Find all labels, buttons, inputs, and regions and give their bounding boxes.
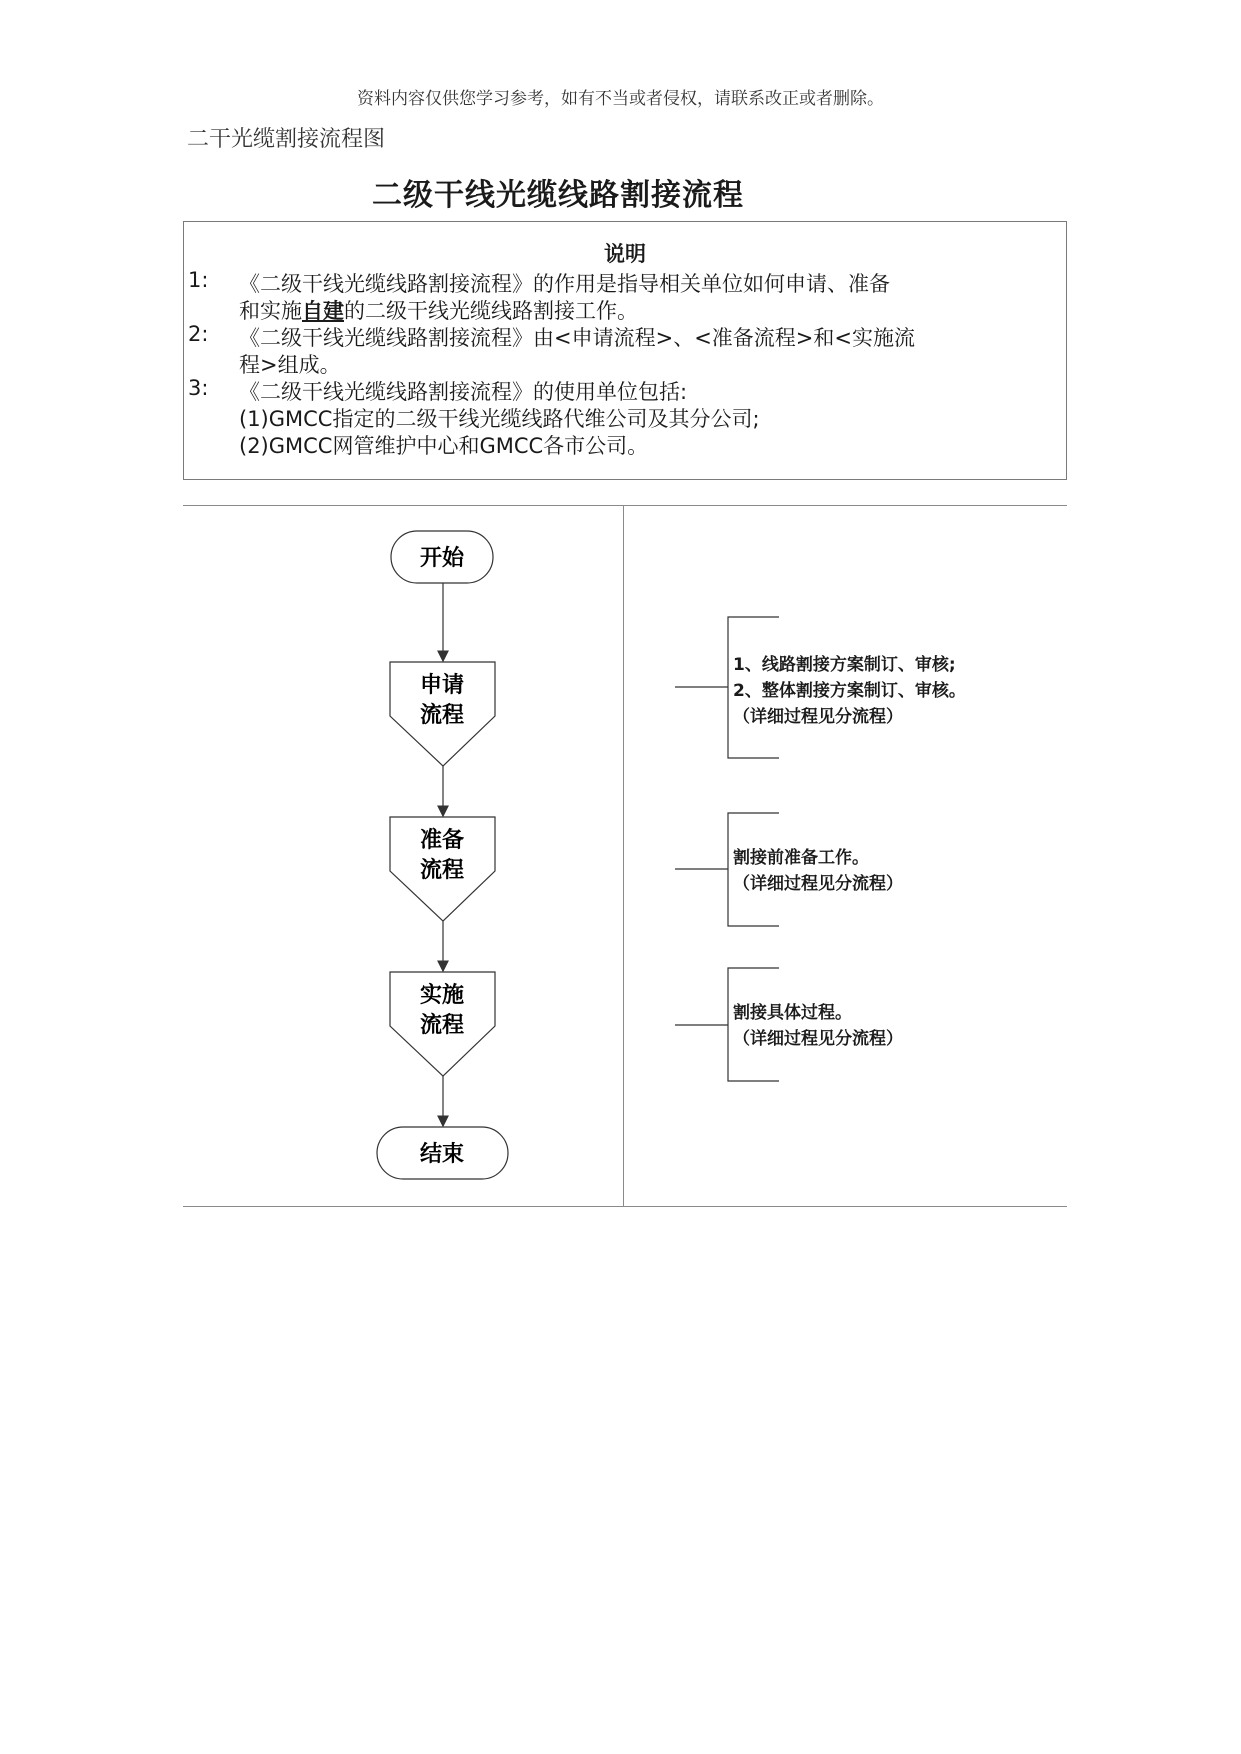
note-3-line-2: (1)GMCC指定的二级干线光缆线路代维公司及其分公司;: [239, 407, 760, 431]
note-1-underlined: 自建: [302, 299, 344, 323]
note-1-line-2-post: 的二级干线光缆线路割接工作。: [344, 299, 638, 323]
implement-desc-2: （详细过程见分流程）: [733, 1029, 903, 1049]
note-3-number: 3:: [188, 376, 209, 400]
disclaimer: 资料内容仅供您学习参考，如有不当或者侵权，请联系改正或者删除。: [357, 89, 884, 109]
apply-desc-1: 1、线路割接方案制订、审核;: [733, 655, 956, 675]
note-3-line-3: (2)GMCC网管维护中心和GMCC各市公司。: [239, 434, 649, 458]
prepare-label-1: 准备: [419, 828, 465, 853]
note-1-number: 1:: [188, 268, 209, 292]
apply-label-1: 申请: [419, 673, 465, 698]
flow-title: 二级干线光缆线路割接流程: [372, 178, 744, 213]
start-label: 开始: [419, 546, 465, 571]
document-title: 二干光缆割接流程图: [187, 127, 386, 152]
prepare-desc-2: （详细过程见分流程）: [733, 874, 903, 894]
apply-label-2: 流程: [419, 703, 465, 728]
implement-desc-1: 割接具体过程。: [733, 1003, 852, 1023]
end-label: 结束: [419, 1142, 465, 1167]
prepare-label-2: 流程: [419, 858, 465, 883]
note-1-line-1: 《二级干线光缆线路割接流程》的作用是指导相关单位如何申请、准备: [239, 272, 890, 296]
prepare-desc-1: 割接前准备工作。: [733, 848, 869, 868]
note-1-line-2-pre: 和实施: [239, 299, 302, 323]
notes-heading: 说明: [604, 242, 646, 266]
note-2-line-1: 《二级干线光缆线路割接流程》由<申请流程>、<准备流程>和<实施流: [239, 326, 915, 350]
note-2-line-2: 程>组成。: [239, 353, 341, 377]
implement-label-2: 流程: [419, 1013, 465, 1038]
note-2-number: 2:: [188, 322, 209, 346]
note-3-line-1: 《二级干线光缆线路割接流程》的使用单位包括:: [239, 380, 688, 404]
apply-desc-2: 2、整体割接方案制订、审核。: [733, 681, 966, 701]
apply-desc-3: （详细过程见分流程）: [733, 707, 903, 727]
implement-label-1: 实施: [419, 983, 465, 1008]
